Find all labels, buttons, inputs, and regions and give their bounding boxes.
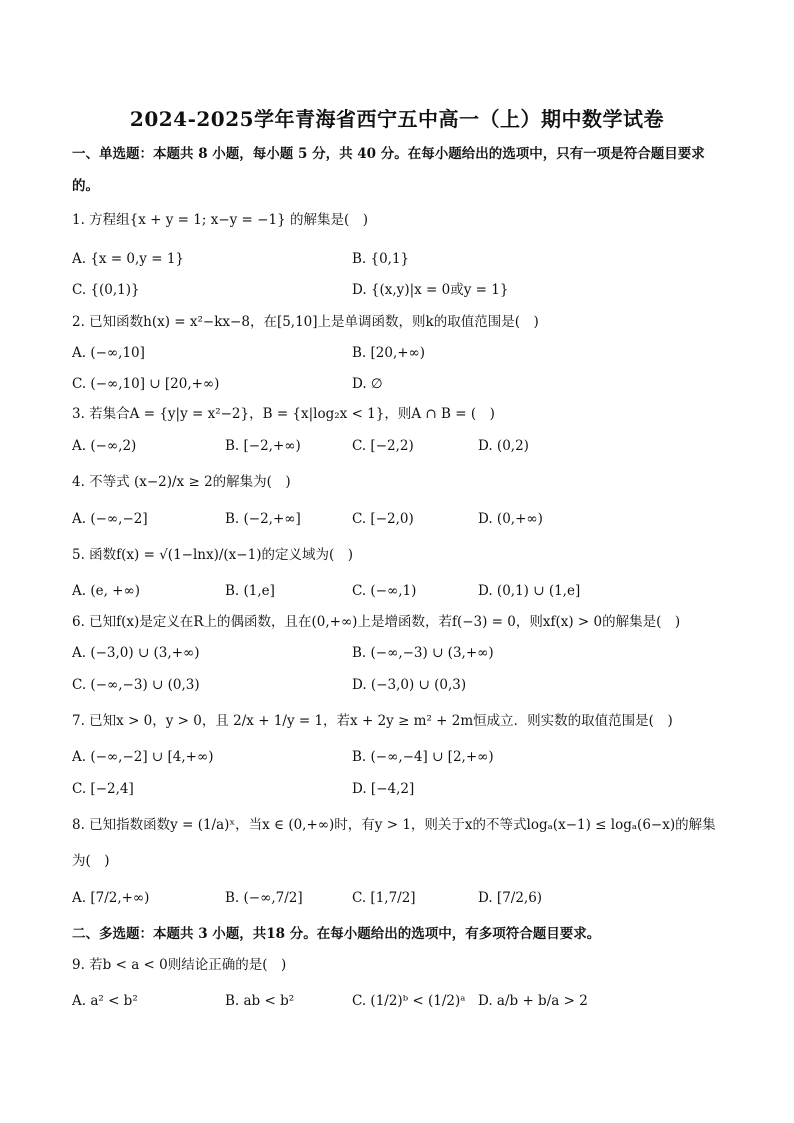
q2-option-a: A. (−∞,10] (72, 345, 145, 361)
q3-option-a: A. (−∞,2) (72, 438, 137, 454)
q1-option-a: A. {x = 0,y = 1} (72, 251, 185, 267)
q2-option-d: D. ∅ (352, 376, 383, 392)
q4-option-a: A. (−∞,−2] (72, 511, 148, 527)
question-2-stem: 2. 已知函数h(x) = x²−kx−8，在[5,10]上是单调函数，则k的取值范围是( ) (72, 314, 539, 330)
q7-option-c: C. [−2,4] (72, 781, 134, 797)
q8-option-a: A. [7/2,+∞) (72, 890, 150, 906)
q9-option-a: A. a² < b² (72, 993, 138, 1009)
q5-option-b: B. (1,e] (225, 583, 275, 599)
q1-option-d: D. {(x,y)|x = 0或y = 1} (352, 282, 509, 298)
q1-option-c: C. {(0,1)} (72, 282, 140, 298)
q3-option-d: D. (0,2) (478, 438, 529, 454)
question-5-stem: 5. 函数f(x) = √(1−lnx)/(x−1)的定义域为( ) (72, 547, 354, 563)
q8-option-c: C. [1,7/2] (352, 890, 416, 906)
section2-instructions: 二、多选题：本题共 3 小题，共18 分。在每小题给出的选项中，有多项符合题目要求。 (72, 926, 601, 942)
question-8-stem: 8. 已知指数函数y = (1/a)ˣ，当x ∈ (0,+∞)时，有y > 1，则关于x的不等式logₐ(x−1) ≤ logₐ(6−x)的解集 (72, 817, 716, 833)
q5-option-a: A. (e, +∞) (72, 583, 140, 599)
q6-option-d: D. (−3,0) ∪ (0,3) (352, 677, 467, 693)
q3-option-b: B. [−2,+∞) (225, 438, 301, 454)
q7-option-d: D. [−4,2] (352, 781, 415, 797)
q8-option-b: B. (−∞,7/2] (225, 890, 303, 906)
q4-option-b: B. (−2,+∞] (225, 511, 301, 527)
exam-title: 2024-2025学年青海省西宁五中高一（上）期中数学试卷 (129, 107, 665, 131)
q3-option-c: C. [−2,2) (352, 438, 414, 454)
question-9-stem: 9. 若b < a < 0则结论正确的是( ) (72, 957, 287, 973)
q5-option-d: D. (0,1) ∪ (1,e] (478, 583, 581, 599)
q8-option-d: D. [7/2,6) (478, 890, 543, 906)
q9-option-b: B. ab < b² (225, 993, 295, 1009)
q7-option-b: B. (−∞,−4] ∪ [2,+∞) (352, 749, 494, 765)
question-6-stem: 6. 已知f(x)是定义在R上的偶函数，且在(0,+∞)上是增函数，若f(−3) = 0，则xf(x) > 0的解集是( ) (72, 614, 681, 630)
q7-option-a: A. (−∞,−2] ∪ [4,+∞) (72, 749, 214, 765)
q1-option-b: B. {0,1} (352, 251, 410, 267)
question-4-stem: 4. 不等式 (x−2)/x ≥ 2的解集为( ) (72, 474, 291, 490)
question-8-stem-cont: 为( ) (72, 853, 110, 869)
q4-option-c: C. [−2,0) (352, 511, 414, 527)
q6-option-a: A. (−3,0) ∪ (3,+∞) (72, 645, 200, 661)
question-1-stem: 1. 方程组{x + y = 1; x−y = −1} 的解集是( ) (72, 212, 368, 228)
question-3-stem: 3. 若集合A = {y|y = x²−2}，B = {x|log₂x < 1}，则A ∩ B = ( ) (72, 406, 495, 422)
section1-instructions-cont: 的。 (72, 178, 99, 194)
q6-option-c: C. (−∞,−3) ∪ (0,3) (72, 677, 200, 693)
question-7-stem: 7. 已知x > 0，y > 0，且 2/x + 1/y = 1，若x + 2y ≥ m² + 2m恒成立．则实数的取值范围是( ) (72, 713, 673, 729)
q6-option-b: B. (−∞,−3) ∪ (3,+∞) (352, 645, 494, 661)
q9-option-c: C. (1/2)ᵇ < (1/2)ᵃ (352, 993, 466, 1009)
section1-instructions: 一、单选题：本题共 8 小题，每小题 5 分，共 40 分。在每小题给出的选项中，只有一项是符合题目要求 (72, 146, 705, 162)
q5-option-c: C. (−∞,1) (352, 583, 417, 599)
q2-option-c: C. (−∞,10] ∪ [20,+∞) (72, 376, 220, 392)
q4-option-d: D. (0,+∞) (478, 511, 543, 527)
q2-option-b: B. [20,+∞) (352, 345, 426, 361)
q9-option-d: D. a/b + b/a > 2 (478, 993, 588, 1009)
